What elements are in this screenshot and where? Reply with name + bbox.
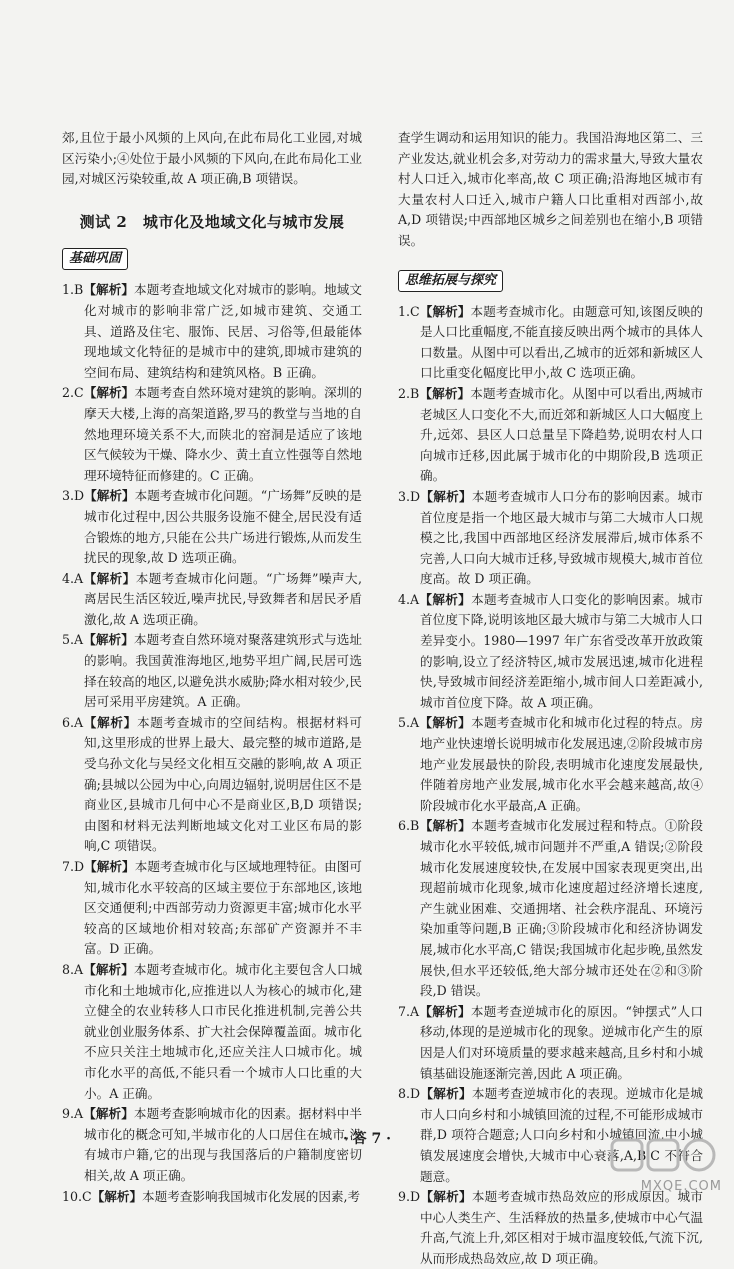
answer-item: 4.A【解析】本题考查城市人口变化的影响因素。城市首位度下降,说明该地区最大城市与第二大城市人口差异变小。1980—1997 年广东省受改革开放政策的影响,设立了经济特区,城市发展迅速,城市化进程快,导致城市间经济差距缩小,城市间人口差距减小,城市首位度下降。故 A 项正确。: [398, 591, 704, 710]
basic-consolidation-badge: 基础巩固: [62, 248, 128, 270]
answer-item: 9.D【解析】本题考查城市热岛效应的形成原因。城市中心人类生产、生活释放的热量多,使城市中心气温升高,气流上升,郊区相对于城市温度较低,气流下沉,从而形成热岛效应,故 D 项正确。: [398, 1189, 704, 1266]
answer-item: 9.A【解析】本题考查影响城市化的因素。据材料中半城市化的概念可知,半城市化的人口居住在城市,没有城市户籍,它的出现与我国落后的户籍制度密切相关,故 A 项正确。: [62, 1106, 363, 1183]
answer-item: 10.C【解析】本题考查影响我国城市化发展的因素,考: [62, 1188, 361, 1204]
answer-item: 2.C【解析】本题考查自然环境对建筑的影响。深圳的摩天大楼,上海的高架道路,罗马的教堂与当地的自然地理环境关系不大,而陕北的窑洞是适应了该地区气候较为干燥、降水少、黄土直立性强等自然地理环境特征而修建的。C 正确。: [62, 385, 363, 483]
answer-item: 6.B【解析】本题考查城市化发展过程和特点。①阶段城市化水平较低,城市问题并不严重,A 错误;②阶段城市化发展速度较快,在发展中国家表现更突出,出现超前城市化现象,城市化速度超过经济增长速度,产生就业困难、交通拥堵、社会秩序混乱、环境污染加重等问题,B 正确;③阶段城市化和经济协调发展,城市化水平高,C 错误;我国城市化起步晚,虽然发展快,但水平还较低,绝大部分城市还处在②和③阶段,D 错误。: [398, 818, 704, 999]
left-column: [62, 128, 362, 1207]
right-answer-list: [398, 302, 703, 1269]
answer-item: 4.A【解析】本题考查城市化问题。“广场舞”噪声大,离居民生活区较近,噪声扰民,导致舞者和居民矛盾激化,故 A 选项正确。: [62, 570, 362, 627]
answer-item: 2.B【解析】本题考查城市化。从图中可以看出,两城市老城区人口变化不大,而近郊和新城区人口大幅度上升,远郊、县区人口总量呈下降趋势,说明农村人口向城市迁移,因此属于城市化的中期阶段,B 选项正确。: [398, 385, 703, 484]
section-title: 测试 2 城市化及地域文化与城市发展: [79, 212, 345, 231]
answer-item: 7.A【解析】本题考查逆城市化的原因。“钟摆式”人口移动,体现的是逆城市化的现象。逆城市化产生的原因是人们对环境质量的要求越来越高,且乡村和小城镇基础设施逐渐完善,因此 A 项正确。: [398, 1003, 703, 1081]
answer-item: 8.D【解析】本题考查逆城市化的表现。逆城市化是城市人口向乡村和小城镇回流的过程,不可能形成城市群,D 项符合题意;人口向乡村和小城镇回流,中小城镇发展速度会增快,大城市中心衰落,A,B,C 不符合题意。: [398, 1086, 704, 1184]
left-intro-paragraph: 郊,且位于最小风频的上风向,在此布局化工业园,对城区污染小;④处位于最小风频的下风向,在此布局化工业园,对城区污染较重,故 A 项正确,B 项错误。: [62, 130, 362, 187]
answer-item: 6.A【解析】本题考查城市的空间结构。根据材料可知,这里形成的世界上最大、最完整的城市道路,是受乌孙文化与吴经文化相互交融的影响,故 A 项正确;县城以公园为中心,向周边辐射,说明居住区不是商业区,县城市几何中心不是商业区,B,D 项错误;由图和材料无法判断地域文化对工业区布局的影响,C 项错误。: [62, 714, 363, 854]
answer-item: 5.A【解析】本题考查自然环境对聚落建筑形式与选址的影响。我国黄淮海地区,地势平坦广阔,民居可选择在较高的地区,以避免洪水威胁;降水相对较少,民居可采用平房建筑。A 正确。: [62, 632, 363, 710]
answer-item: 1.C【解析】本题考查城市化。由题意可知,该图反映的是人口比重幅度,不能直接反映出两个城市的具体人口数量。从图中可以看出,乙城市的近郊和新城区人口比重变化幅度比甲小,故 C 选项正确。: [398, 303, 703, 381]
answer-item: 3.D【解析】本题考查城市化问题。“广场舞”反映的是城市化过程中,因公共服务设施不健全,居民没有适合锻炼的地方,只能在公共广场进行锻炼,从而发生扰民的现象,故 D 选项正确。: [62, 488, 362, 566]
answer-item: 7.D【解析】本题考查城市化与区域地理特征。由图可知,城市化水平较高的区域主要位于东部地区,该地区交通便利;中西部劳动力资源更丰富;城市化水平较高的区域地价相对较高;东部矿产资源并不丰富。D 正确。: [62, 859, 363, 957]
right-column: [398, 128, 703, 1269]
watermark-text: MXQE.COM: [640, 1179, 722, 1194]
page-number: · 答 7 ·: [342, 1131, 392, 1147]
answer-item: 3.D【解析】本题考查城市人口分布的影响因素。城市首位度是指一个地区最大城市与第二大城市人口规模之比,我国中西部地区经济发展滞后,城市体系不完善,人口向大城市迁移,导致城市规模大,城市首位度高。故 D 项正确。: [398, 488, 704, 587]
answer-item: 5.A【解析】本题考查城市化和城市化过程的特点。房地产业快速增长说明城市化发展迅速,②阶段城市房地产业发展最快的阶段,表明城市化速度发展最快,伴随着房地产业发展,城市化水平会越来越高,故④阶段城市化水平最高,A 正确。: [398, 715, 704, 813]
left-answer-list: [62, 280, 362, 1207]
answer-item: 1.B【解析】本题考查地域文化对城市的影响。地域文化对城市的影响非常广泛,如城市建筑、交通工具、道路及住宅、服饰、民居、习俗等,但最能体现地域文化特征的是城市中的建筑,即城市建筑的空间布局、建筑结构和建筑风格。B 正确。: [62, 282, 363, 380]
thinking-extension-badge: 思维拓展与探究: [398, 270, 503, 292]
answer-item: 8.A【解析】本题考查城市化。城市化主要包含人口城市化和土地城市化,应推进以人为核心的城市化,建立健全的农业转移人口市民化推进机制,完善公共就业创业服务体系、扩大社会保障覆盖面。城市化不应只关注土地城市化,还应关注人口城市化。城市化水平的高低,不能只看一个城市人口比重的大小。A 正确。: [62, 961, 363, 1101]
right-intro-paragraph: 查学生调动和运用知识的能力。我国沿海地区第二、三产业发达,就业机会多,对劳动力的需求量大,导致大量农村人口迁入,城市化率高,故 C 项正确;沿海地区城市有大量农村人口迁入,城市户籍人口比重相对西部小,故 A,D 项错误;中西部地区城乡之间差别也在缩小,B 项错误。: [398, 130, 703, 248]
